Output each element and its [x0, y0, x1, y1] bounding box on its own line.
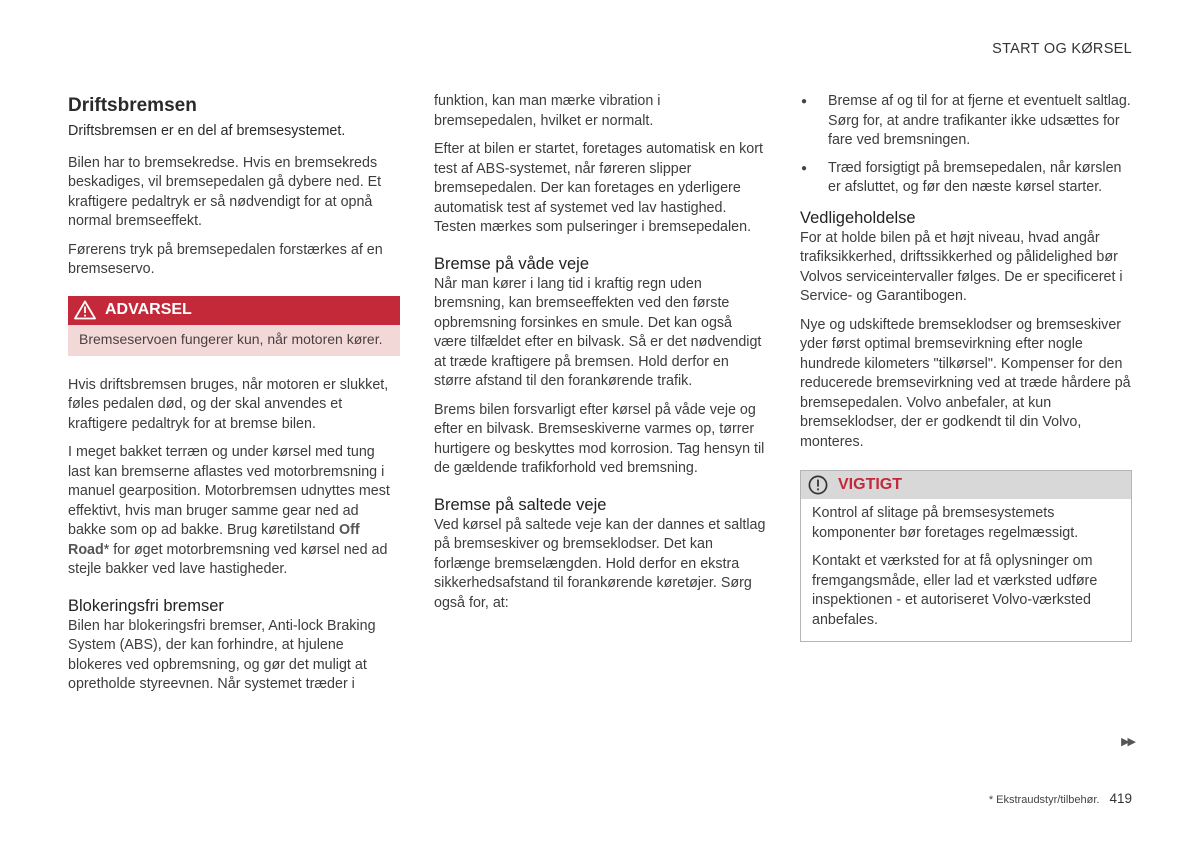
- page-title: Driftsbremsen: [68, 95, 197, 116]
- section-heading-abs: Blokeringsfri bremser: [68, 596, 224, 615]
- important-label: VIGTIGT: [838, 476, 902, 494]
- continue-arrows-icon: ▶▶: [1121, 736, 1134, 748]
- warning-triangle-icon: [74, 300, 96, 320]
- warning-text: Bremseservoen fungerer kun, når motoren kører.: [68, 325, 400, 356]
- warning-header: [68, 296, 400, 325]
- paragraph: Brems bilen forsvarligt efter kørsel på våde veje og efter en bilvask. Bremseskiverne varmes op, tørrer hurtigere og beskyttes mod korrosion. Tag hensyn til de gældende trafikforhold ved bremsning.: [434, 401, 765, 476]
- list-item: ● Bremse af og til for at fjerne et eventuelt saltlag. Sørg for, at andre trafikanter ikke udsættes for fare ved bremsningen.: [800, 92, 1132, 151]
- section-heading-salted-roads: Bremse på saltede veje: [434, 495, 607, 514]
- lead-paragraph: Driftsbremsen er en del af bremsesystemet.: [68, 123, 346, 139]
- paragraph: Efter at bilen er startet, foretages automatisk en kort test af ABS-systemet, når føreren slipper bremsepedalen. Der kan foretages en yderligere automatisk test af systemet ved lav hastighed. Testen mærkes som pulseringer i bremsepedalen.: [434, 141, 763, 235]
- paragraph: Når man kører i lang tid i kraftig regn uden bremsning, kan bremseeffekten ved den første opbremsning forsinkes en smule. Det kan også være tilfældet efter en bilvask. Så er det nødvendigt at træde kraftigere på bremsen. Hold derfor en større afstand til den forankørende trafik.: [434, 275, 762, 389]
- warning-label: ADVARSEL: [105, 301, 192, 319]
- paragraph: Nye og udskiftede bremseklodser og bremseskiver yder først optimal bremsevirkning efter nogle hundrede kilometers "tilkørsel". Kompenser for den reducerede bremsevirkning ved at træde hårdere på bremsepedalen. Volvo anbefaler, at kun bremseklodser, der er godkendt til din Volvo, monteres.: [800, 316, 1131, 450]
- column-2: [434, 92, 766, 622]
- important-box: [800, 470, 1132, 642]
- section-header: START OG KØRSEL: [992, 41, 1132, 57]
- paragraph: Bilen har to bremsekredse. Hvis en bremsekreds beskadiges, vil bremsepedalen gå dybere ned. Et kraftigere pedaltryk er så nødvendigt for at opnå normal bremseeffekt.: [68, 154, 382, 229]
- important-text: Kontakt et værksted for at få oplysninger om fremgangsmåde, eller lad et værksted udføre inspektionen - et autoriseret Volvo-værksted anbefales.: [812, 553, 1098, 628]
- footnote: * Ekstraudstyr/tilbehør.: [988, 794, 1100, 806]
- paragraph: funktion, kan man mærke vibration i bremsepedalen, hvilket er normalt.: [434, 93, 661, 129]
- important-text: Kontrol af slitage på bremsesystemets komponenter bør foretages regelmæssigt.: [812, 505, 1079, 541]
- paragraph: Førerens tryk på bremsepedalen forstærkes af en bremseservo.: [68, 241, 383, 277]
- paragraph: Hvis driftsbremsen bruges, når motoren er slukket, føles pedalen død, og der skal anvendes et kraftigere pedaltryk for at bremse bilen.: [68, 376, 389, 432]
- warning-box: [68, 296, 400, 356]
- paragraph: For at holde bilen på et højt niveau, hvad angår trafiksikkerhed, driftssikkerhed og pålidelighed bør Volvos serviceintervaller følges. De er specificeret i Service- og Garantibogen.: [800, 229, 1123, 304]
- paragraph: Ved kørsel på saltede veje kan der dannes et saltlag på bremseskiver og bremseklodser. Det kan forlænge bremselængden. Hold derfor en ekstra sikkerhedsafstand til forankørende køretøjer. Sørg også for, at:: [434, 516, 766, 611]
- bullet-list: [800, 92, 1132, 198]
- exclamation-circle-icon: [808, 475, 828, 495]
- section-heading-wet-roads: Bremse på våde veje: [434, 254, 590, 273]
- page-footer: [989, 791, 1132, 806]
- page-number: 419: [1109, 791, 1132, 806]
- important-header: [801, 471, 1131, 499]
- off-road-term: Off Road: [68, 522, 360, 558]
- important-body: [801, 499, 1131, 641]
- list-item: ● Træd forsigtigt på bremsepedalen, når kørslen er afsluttet, og før den næste kørsel starter.: [800, 159, 1132, 198]
- paragraph: Bilen har blokeringsfri bremser, Anti-lock Braking System (ABS), der kan forhindre, at hjulene blokeres ved opbremsning, og gør det muligt at opretholde styreevnen. Når systemet træder i: [68, 617, 376, 692]
- column-1: [68, 92, 400, 704]
- paragraph: I meget bakket terræn og under kørsel med tung last kan bremserne aflastes ved motorbremsning i manuel gearposition. Motorbremsen udnyttes mest effektivt, hvis man bruger samme gear ned ad bakke som op ad bakke. Brug køretilstand Off Road* for øget motorbremsning ved kørsel ned ad stejle bakker ved lave hastigheder.: [68, 444, 390, 577]
- section-heading-maintenance: Vedligeholdelse: [800, 208, 916, 227]
- column-3: [800, 92, 1132, 642]
